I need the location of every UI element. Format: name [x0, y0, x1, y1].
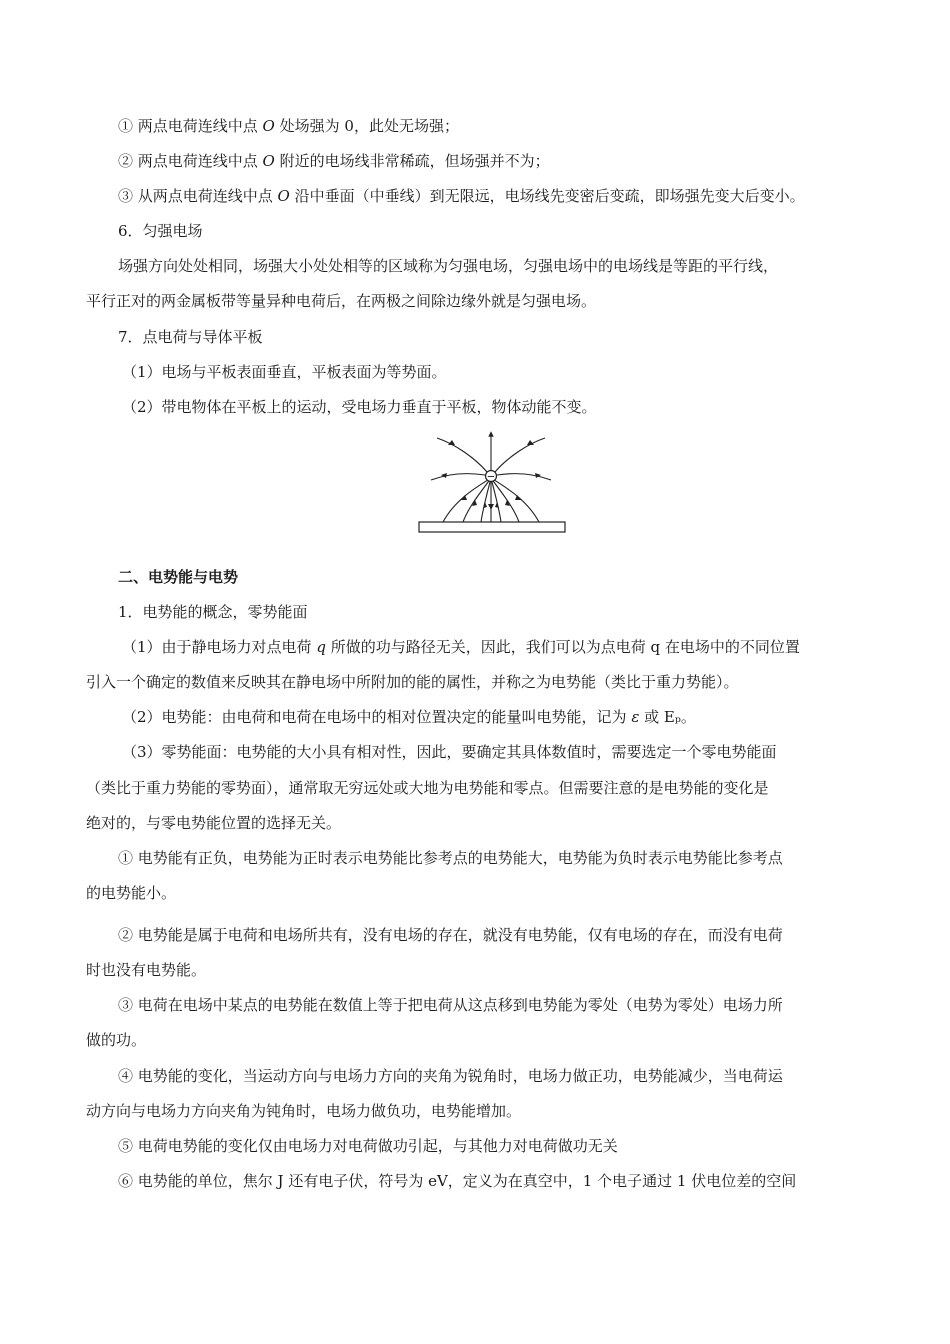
conductor-plate	[419, 522, 565, 532]
text-line-25: 动方向与电场力方向夹角为钝角时，电场力做负功，电势能增加。	[86, 1102, 522, 1120]
text-line-2: ② 两点电荷连线中点 O 附近的电场线非常稀疏，但场强并不为；	[118, 152, 550, 170]
text-line-5: 场强方向处处相同，场强大小处处相等的区域称为匀强电场，匀强电场中的电场线是等距的平行线，	[118, 257, 779, 275]
text-line-16: （类比于重力势能的零势面），通常取无穷远处或大地为电势能和零点。但需要注意的是电势能的变化是	[86, 779, 769, 797]
text-line-26: ⑤ 电荷电势能的变化仅由电场力对电荷做功引起，与其他力对电荷做功无关	[118, 1137, 618, 1155]
text-line-27: ⑥ 电势能的单位，焦尔 J 还有电子伏，符号为 eV，定义为在真空中，1 个电子通过 1 伏电位差的空间	[118, 1172, 797, 1190]
section-heading-7: 7．点电荷与导体平板	[118, 328, 263, 346]
text-line-23: 做的功。	[86, 1031, 147, 1049]
text-line-19: 的电势能小。	[86, 884, 177, 902]
text-line-18: ① 电势能有正负，电势能为正时表示电势能比参考点的电势能大，电势能为负时表示电势能比参考点	[118, 849, 783, 867]
text-line-17: 绝对的，与零电势能位置的选择无关。	[86, 814, 342, 832]
text-line-21: 时也没有电势能。	[86, 961, 207, 979]
text-line-8: （1）电场与平板表面垂直，平板表面为等势面。	[122, 363, 447, 381]
text-line-14: （2）电势能：由电荷和电荷在电场中的相对位置决定的能量叫电势能，记为 ε 或 Eₚ。	[122, 708, 696, 726]
point-charge-plate-figure	[415, 430, 567, 538]
text-line-24: ④ 电势能的变化，当运动方向与电场力方向的夹角为锐角时，电场力做正功，电势能减少，当电荷运	[118, 1067, 783, 1085]
text-line-6: 平行正对的两金属板带等量异种电荷后，在两极之间除边缘外就是匀强电场。	[86, 292, 597, 310]
charge-sign: −	[486, 471, 496, 483]
text-line-20: ② 电势能是属于电荷和电场所共有，没有电场的存在，就没有电势能，仅有电场的存在，而没有电荷	[118, 926, 783, 944]
text-line-9: （2）带电物体在平板上的运动，受电场力垂直于平板，物体动能不变。	[122, 398, 597, 416]
text-line-3: ③ 从两点电荷连线中点 O 沿中垂面（中垂线）到无限远，电场线先变密后变疏，即场强先变大后变小。	[118, 187, 805, 205]
subsection-1: 1．电势能的概念，零势能面	[118, 603, 308, 621]
text-line-22: ③ 电荷在电场中某点的电势能在数值上等于把电荷从这点移到电势能为零处（电势为零处）电场力所	[118, 996, 783, 1014]
text-line-15: （3）零势能面：电势能的大小具有相对性，因此，要确定其具体数值时，需要选定一个零电势能面	[122, 743, 777, 761]
text-line-1: ① 两点电荷连线中点 O 处场强为 0，此处无场强；	[118, 117, 459, 135]
section-heading-6: 6．匀强电场	[118, 222, 203, 240]
text-line-12: （1）由于静电场力对点电荷 q 所做的功与路径无关，因此，我们可以为点电荷 q 在电场中的不同位置	[122, 638, 800, 656]
section-title: 二、电势能与电势	[118, 568, 239, 586]
text-line-13: 引入一个确定的数值来反映其在静电场中所附加的能的属性，并称之为电势能（类比于重力势能）。	[86, 673, 739, 691]
